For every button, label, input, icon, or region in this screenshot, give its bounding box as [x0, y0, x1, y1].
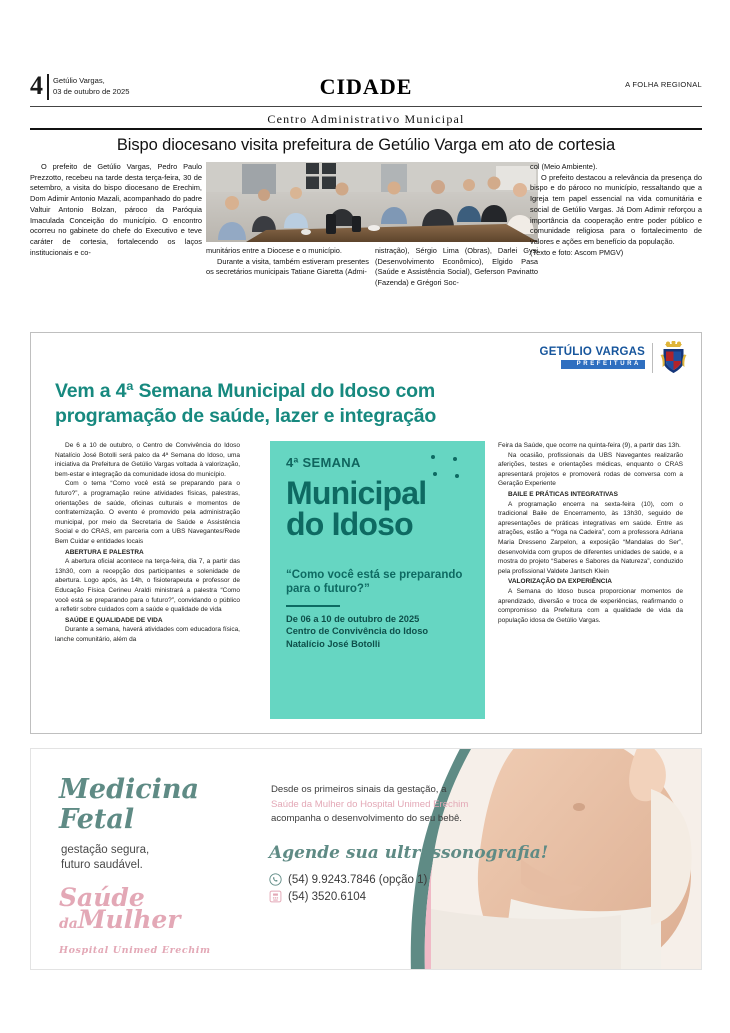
article-credit: (Texto e foto: Ascom PMGV)	[530, 247, 624, 257]
tagline-line-2: futuro saudável.	[61, 859, 143, 871]
landline-number: (54) 3520.6104	[288, 890, 367, 903]
logo-word-mulher: Mulher	[77, 905, 181, 934]
poster-title-line1: Municipal	[286, 475, 427, 511]
masthead-city: Getúlio Vargas,	[53, 76, 105, 85]
article-paragraph: O prefeito de Getúlio Vargas, Pedro Paulo Prezzotto, recebeu na tarde desta terça-feira, 30 de setembro, a visita do bispo diocesano de Erechim, Dom Adimir Antonio Mazali, acompanhado do padre Valtuir Antonio Bolzan, pároco da Paróquia Imaculada Conceição do município. O encontro ocorreu no gabinete do chefe do Executivo e teve caráter de cortesia, fortalecendo os laços institucionais e co-	[30, 162, 202, 257]
poster-venue-line2: Natalício José Botolli	[286, 638, 381, 649]
ad-tagline	[61, 843, 251, 873]
ad-copy-line-2: Saúde da Mulher do Hospital Unimed Erechim	[271, 798, 469, 810]
article-column-2	[206, 246, 369, 278]
ad-subheading: BAILE E PRÁTICAS INTEGRATIVAS	[508, 490, 618, 498]
poster-title-line2: do Idoso	[286, 506, 413, 542]
decorative-dots	[431, 455, 469, 481]
masthead	[30, 71, 702, 104]
whatsapp-contact-row[interactable]	[269, 873, 427, 886]
logo-line-mulher	[59, 907, 259, 937]
article-paragraph: Durante a visita, também estiveram presentes os secretários municipais Tatiane Giaretta (Admi-	[206, 256, 369, 277]
ad-copy	[271, 783, 511, 827]
ad-copy-line-3: acompanha o desenvolvimento do seu bebê.	[271, 813, 462, 824]
ad-paragraph: Durante a semana, haverá atividades com educadora física, lanche comunitário, além da	[55, 626, 240, 643]
poster-kicker: 4ª SEMANA	[286, 455, 361, 470]
article-body	[30, 162, 702, 324]
poster-dates: De 06 a 10 de outubro de 2025	[286, 613, 420, 624]
newspaper-name: A FOLHA REGIONAL	[625, 80, 702, 89]
masthead-rule	[30, 106, 702, 107]
brand-line-1: Medicina	[59, 774, 200, 805]
page-number: 4	[30, 71, 42, 100]
article-photo	[206, 162, 538, 242]
poster-venue-line1: Centro de Convivência do Idoso	[286, 626, 429, 636]
phone-icon	[269, 890, 282, 903]
article-column-4	[530, 162, 702, 258]
meeting-photo-illustration	[206, 162, 538, 242]
article-paragraph: nistração), Sérgio Lima (Obras), Darlei Gysi (Desenvolvimento Econômico), Elgido Pasa (Saúde e Assistência Social), Geferson Pavinatto (Fazenda) e Grégori Soc-	[375, 246, 538, 288]
ad-paragraph: A abertura oficial acontece na terça-feira, dia 7, a partir das 13h30, com a recepção dos participantes e solenidade de abertura. Logo após, às 14h, o fisioterapeuta e professor de Educação Física Cerineu Araldi ministrará a palestra “Como você está se preparando para o futuro?”, convidando o público a refletir sobre cuidados com a saúde e qualidade de vida	[55, 558, 240, 614]
logo-line-hospital: Hospital Unimed Erechim	[59, 945, 211, 956]
ad-semana-do-idoso	[30, 332, 702, 734]
brand-line-2: Fetal	[59, 804, 135, 835]
ad-subheading: ABERTURA E PALESTRA	[65, 548, 144, 556]
whatsapp-icon	[269, 873, 282, 886]
poster-divider	[286, 605, 340, 607]
ad-poster-panel	[270, 441, 485, 719]
masthead-date: 03 de outubro de 2025	[53, 86, 130, 96]
ad-paragraph: De 6 a 10 de outubro, o Centro de Convivência do Idoso Natalício José Botolli será palco da 4ª Semana do Idoso, uma iniciativa da Prefeitura de Getúlio Vargas voltada à valorização, bem-estar e integração da comunidade idosa do município.	[55, 442, 240, 478]
ad-paragraph: A programação encerra na sexta-feira (10), com o tradicional Baile de Encerramento, às 13h30, seguido de apresentações de práticas integrativas em saúde. Entre as atrações, estão a “Yoga na Cadeira”, com a professora Adriana Maria Dresseno Zarpelon, a exposição “Mandalas do Ser”, desenvolvida com grupos de diferentes unidades de saúde, e a mostra do projeto “Saberes e Sabores da Natureza”, conduzido pela profissional Valdete Jantsch Klein	[498, 500, 683, 575]
article-paragraph: O prefeito destacou a relevância da presença do bispo e do pároco no município, ressaltando que a Igreja tem papel essencial na vida comunitária e social de Getúlio Vargas. Já Dom Adimir reforçou a importância da cooperação entre poder público e comunidade religiosa para o fortalecimento de valores e ações em benefício da população.	[530, 172, 702, 246]
ad-call-to-action: Agende sua ultrassonografia!	[269, 843, 549, 863]
article-paragraph: munitários entre a Diocese e o município.	[206, 246, 342, 255]
coat-of-arms-icon	[660, 341, 687, 374]
poster-theme-quote: “Como você está se preparando para o futuro?”	[286, 569, 463, 595]
ad-paragraph: Feira da Saúde, que ocorre na quinta-feira (9), a partir das 13h.	[498, 442, 681, 449]
prefeitura-wordmark	[540, 346, 645, 369]
logo-line-saude: Saúde	[59, 883, 145, 912]
ad-paragraph: Na ocasião, profissionais da UBS Navegantes realizarão aferições, testes e orientações médicas, enquanto o CRAS apresentará projetos e promoverá rodas de conversa com a Geração Experiente	[498, 451, 683, 488]
section-title: CIDADE	[319, 74, 413, 99]
saude-da-mulher-logo	[59, 885, 259, 964]
ad-column-left	[55, 441, 240, 644]
ad-medicina-fetal	[30, 748, 702, 970]
prefeitura-logo-sub: PREFEITURA	[561, 360, 645, 369]
article-column-1	[30, 162, 202, 258]
ad-copy-line-1: Desde os primeiros sinais da gestação, a	[271, 784, 447, 795]
ad-body	[55, 441, 683, 721]
landline-contact-row[interactable]	[269, 890, 427, 903]
ad-contact-block	[269, 873, 427, 907]
ad-subheading: SAÚDE E QUALIDADE DE VIDA	[65, 616, 163, 624]
whatsapp-number: (54) 9.9243.7846 (opção 1)	[288, 873, 428, 886]
kicker-rule	[30, 128, 702, 130]
prefeitura-logo	[540, 341, 687, 374]
ad-subheading: VALORIZAÇÃO DA EXPERIÊNCIA	[508, 578, 613, 586]
ad-paragraph: A Semana do Idoso busca proporcionar momentos de aprendizado, diversão e troca de experiências, reafirmando o compromisso da Prefeitura com a qualidade de vida da população idosa de Getúlio Vargas.	[498, 587, 683, 624]
article-paragraph: col (Meio Ambiente).	[530, 162, 598, 171]
ad-brand-medicina-fetal	[59, 775, 239, 835]
article-column-3	[375, 246, 538, 289]
logo-divider	[652, 343, 653, 373]
ad-column-right	[498, 441, 683, 625]
ad-paragraph: Com o tema “Como você está se preparando para o futuro?”, a programação reúne atividades físicas, palestras, orientações de saúde, oficinas culturais e momentos de confraternização. O evento é promovido pela administração municipal, por meio da Secretaria de Saúde e Assistência Social e do CRAS, em parceria com a UBS Navegantes/Rede Bem Cuidar e entidades locais	[55, 480, 240, 545]
section-kicker: Centro Administrativo Municipal	[267, 112, 465, 126]
tagline-line-1: gestação segura,	[61, 844, 150, 856]
article-headline: Bispo diocesano visita prefeitura de Getúlio Varga em ato de cortesia	[116, 136, 616, 154]
ad-title: Vem a 4ª Semana Municipal do Idoso com programação de saúde, lazer e integração	[55, 380, 437, 427]
logo-word-da: da	[59, 916, 78, 932]
prefeitura-logo-name: GETÚLIO VARGAS	[539, 346, 645, 358]
